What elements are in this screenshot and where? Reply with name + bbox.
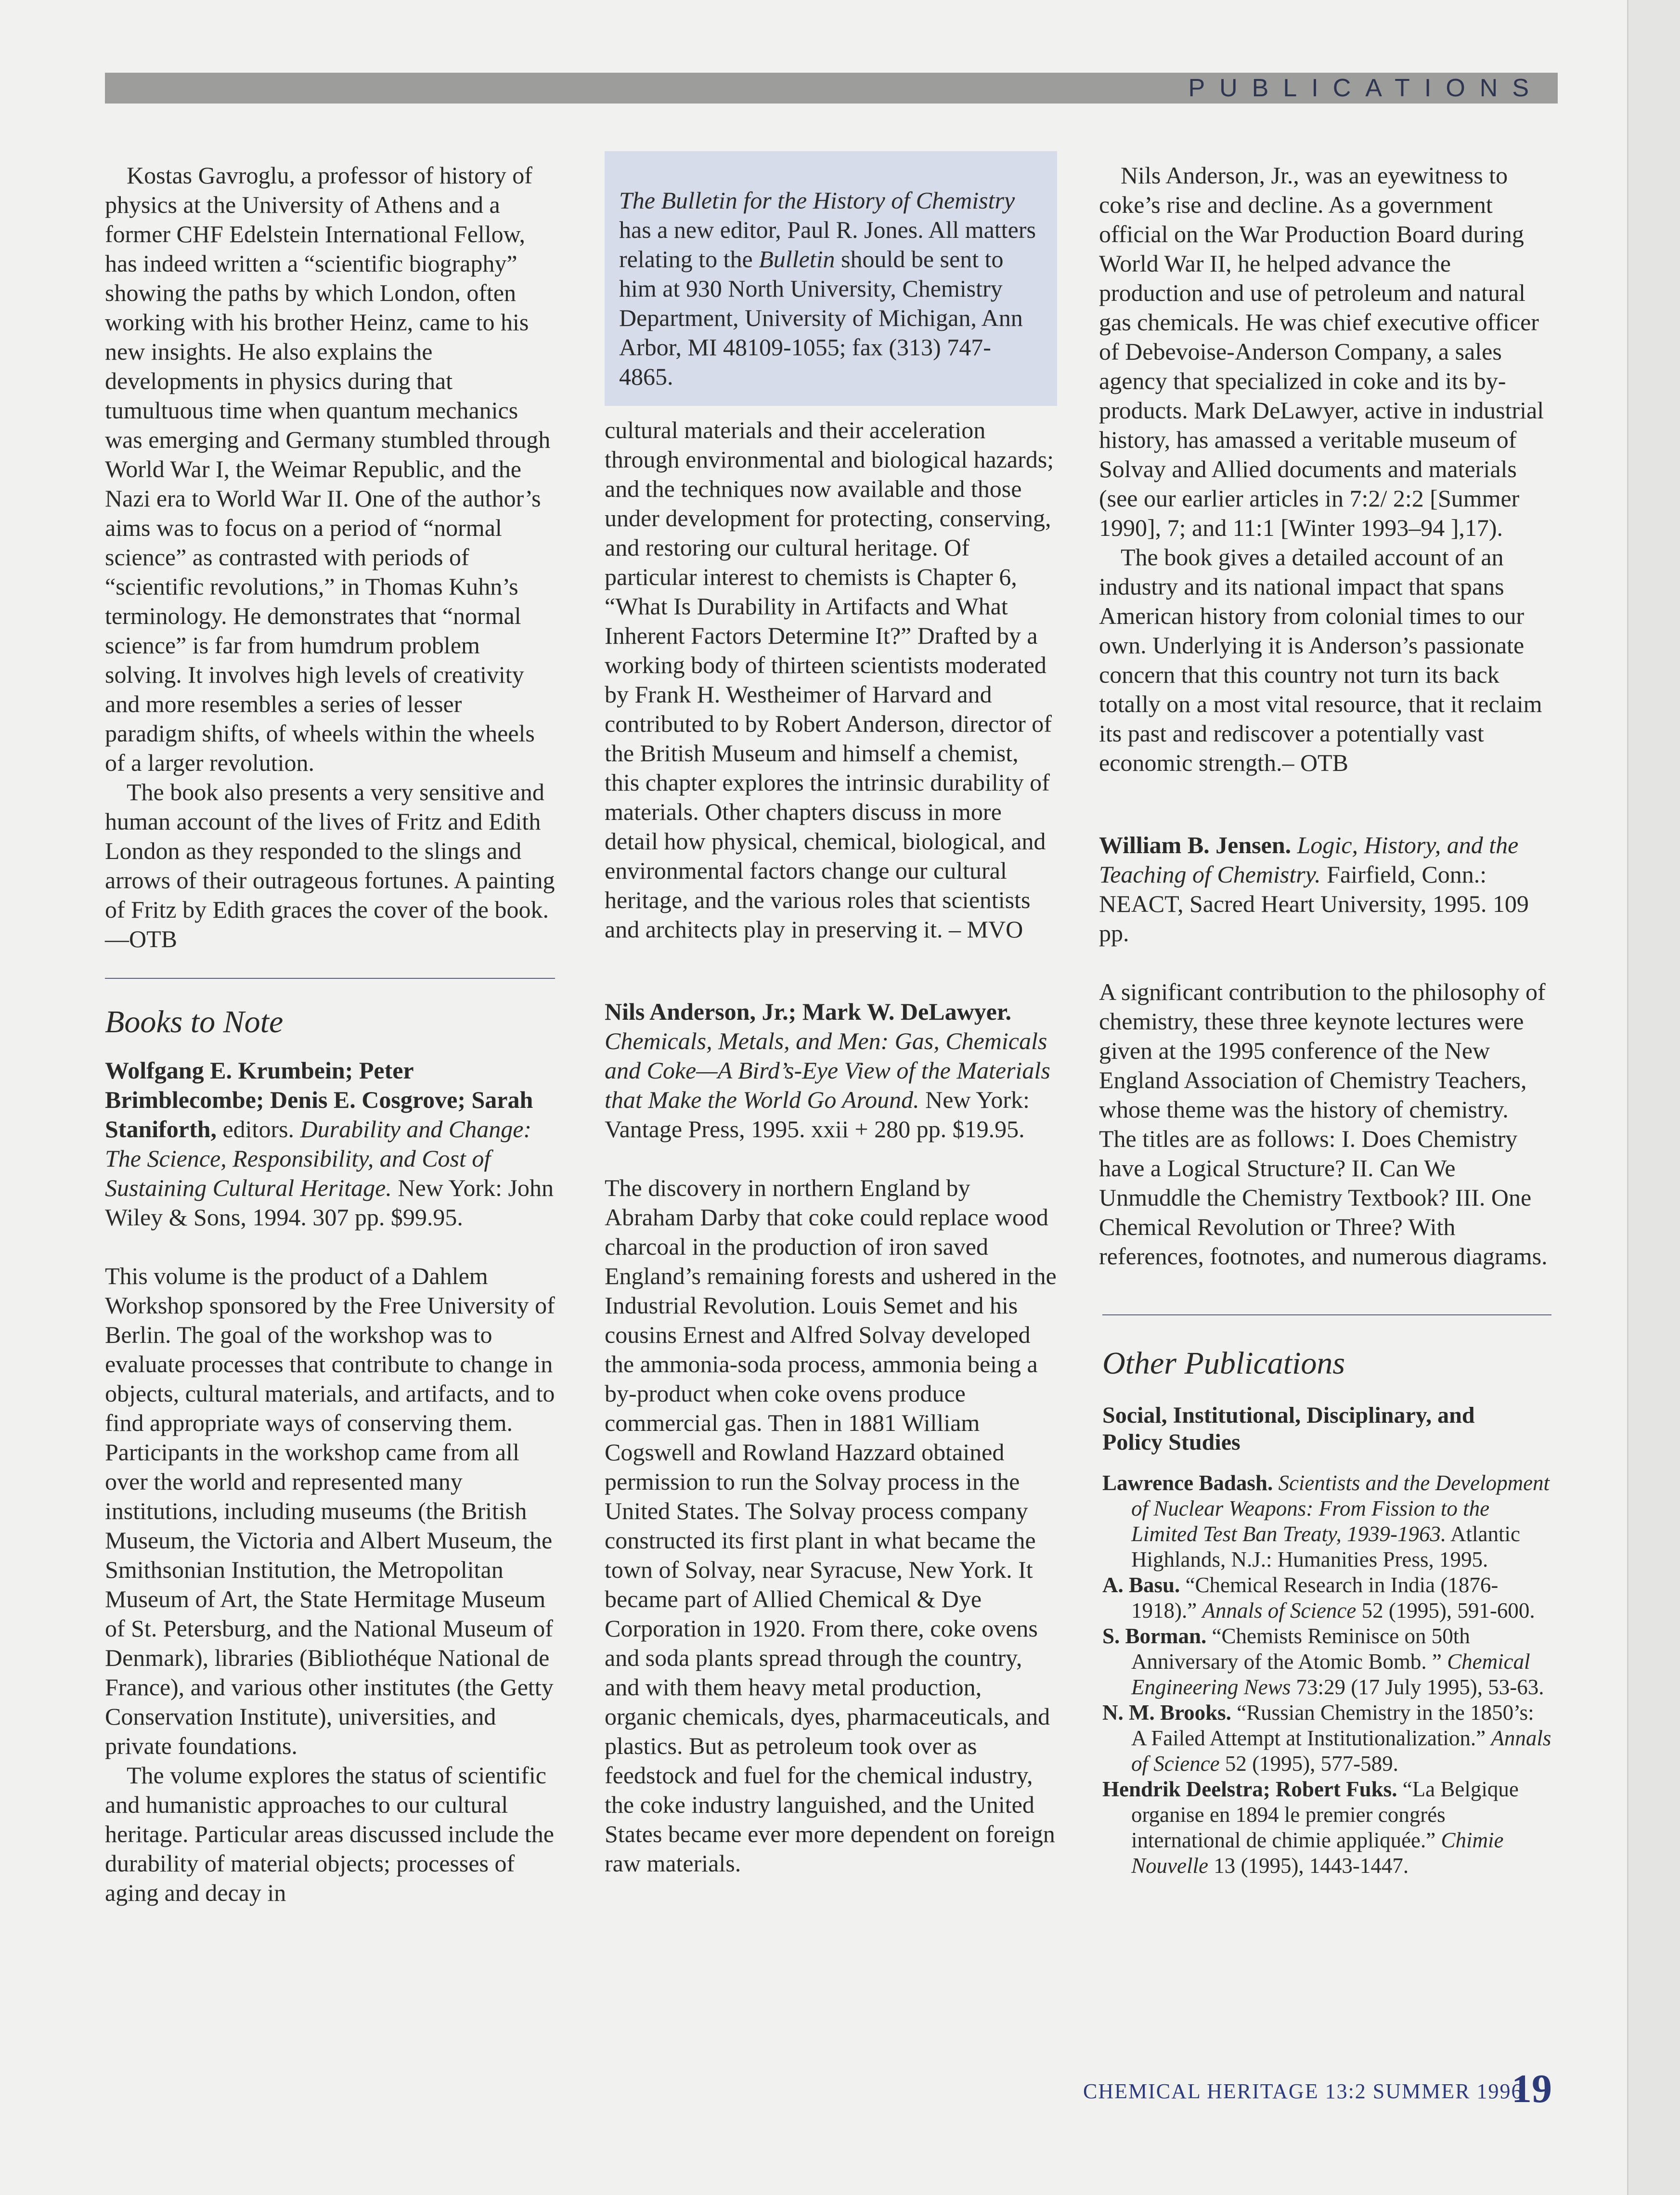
publication-entry (1102, 1572, 1551, 1624)
text-segment: Nils Anderson, Jr., was an eyewitness to coke’s rise and decline. As a government official on the War Production Board during World War II, he helped advance the production and use of petroleum and natural gas chemicals. He was chief executive officer of Debevoise-Anderson Company, a sales agency that specialized in coke and its by-products. Mark DeLawyer, active in industrial history, has amassed a veritable museum of Solvay and Allied documents and materials (see our earlier articles in 7:2/ 2:2 [Summer 1990], 7; and 11:1 [Winter 1993–94 ],17). (1099, 162, 1544, 541)
text-segment: “Russian Chemistry in the 1850’s: A Failed Attempt at Institutionalization.” (1131, 1701, 1534, 1750)
page-number: 19 (1512, 2066, 1552, 2111)
col2-review (605, 1173, 1057, 1878)
text-segment: The book also presents a very sensitive and human account of the lives of Fritz and Edith London as they responded to the slings and arrows of their outrageous fortunes. A painting of Fritz by Edith graces the cover of the book.—OTB (105, 779, 555, 952)
title-text: The Bulletin for the History of Chemistry (619, 187, 1015, 214)
text-segment: Kostas Gavroglu, a professor of history of physics at the University of Athens and a former CHF Edelstein International Fellow, has indeed written a “scientific biography” showing the paths by which London, often working with his brother Heinz, came to his new insights. He also explains the developments in physics during that tumultuous time when quantum mechanics was emerging and Germany stumbled through World War I, the Weimar Republic, and the Nazi era to World War II. One of the author’s aims was to focus on a period of “normal science” as contrasted with periods of “scientific revolutions,” in Thomas Kuhn’s terminology. He demonstrates that “normal science” is far from humdrum problem solving. It involves high levels of creativity and more resembles a series of lesser paradigm shifts, of wheels within the wheels of a larger revolution. (105, 162, 551, 776)
bulletin-notice-text (619, 186, 1043, 391)
publication-list (1102, 1470, 1551, 1879)
col3-continued (1099, 161, 1551, 778)
text-segment: cultural materials and their acceleration through environmental and biological hazards; and the techniques now available and those under development for protecting, conserving, and restoring our cultural heritage. Of particular interest to chemists is Chapter 6, “What Is Durability in Artifacts and What Inherent Factors Determine It?” Drafted by a working body of thirteen scientists moderated by Frank H. Westheimer of Harvard and contributed to by Robert Anderson, director of the British Museum and himself a chemist, this chapter explores the intrinsic durability of materials. Other chapters discuss in more detail how physical, chemical, biological, and environmental factors change our cultural heritage, and the various roles that scientists and architects play in preserving it. – MVO (605, 416, 1054, 943)
column-2 (605, 151, 1057, 1878)
book-entry-krumbein (105, 1056, 555, 1232)
title-text: Logic, History, and the Teaching of Chemistry. (1099, 831, 1519, 888)
book-entry-anderson (605, 997, 1057, 1144)
text-segment: Atlantic Highlands, N.J.: Humanities Press, 1995. (1131, 1522, 1520, 1572)
text-segment: The book gives a detailed account of an industry and its national impact that spans American history from colonial times to our own. Underlying it is Anderson’s passionate concern that this country not turn its back totally on a most vital resource, that it reclaim its past and rediscover a potentially vast economic strength.– OTB (1099, 544, 1542, 776)
section-header-bar (105, 73, 1558, 104)
author-name: A. Basu. (1102, 1573, 1180, 1597)
text-segment: This volume is the product of a Dahlem Workshop sponsored by the Free University of Berlin. The goal of the workshop was to evaluate processes that contribute to change in objects, cultural materials, and artifacts, and to find appropriate ways of conserving them. Participants in the workshop came from all over the world and represented many institutions, including museums (the British Museum, the Victoria and Albert Museum, the Smithsonian Institution, the Metropolitan Museum of Art, the State Hermitage Museum of St. Petersburg, and the National Museum of Denmark), libraries (Bibliothéque National de France), and various other institutes (the Getty Conservation Institute), universities, and private foundations. (105, 1262, 555, 1759)
policy-studies-subheading: Social, Institutional, Disciplinary, and Policy Studies (1102, 1403, 1475, 1455)
text-segment: has a new editor, Paul R. Jones. All matters relating to the (619, 216, 1036, 273)
paragraph (605, 1173, 1057, 1878)
paragraph (605, 416, 1057, 944)
author-name: N. M. Brooks. (1102, 1701, 1231, 1725)
text-segment: 13 (1995), 1443-1447. (1208, 1854, 1409, 1878)
col1-intro (105, 161, 555, 954)
col3-review (1099, 977, 1551, 1271)
text-segment: New York: John Wiley & Sons, 1994. 307 pp. $99.95. (105, 1174, 554, 1231)
title-text: Durability and Change: The Science, Responsibility, and Cost of Sustaining Cultural Heritage. (105, 1116, 532, 1201)
text-segment (1291, 831, 1297, 858)
title-text: Annals of Science (1131, 1726, 1551, 1776)
text-segment: 52 (1995), 577-589. (1219, 1752, 1398, 1776)
paragraph (1099, 543, 1551, 778)
author-name: Hendrik Deelstra; Robert Fuks. (1102, 1777, 1397, 1801)
text-segment (1273, 1471, 1278, 1495)
divider (1102, 1314, 1551, 1315)
section-title: PUBLICATIONS (1188, 74, 1543, 102)
paragraph (1099, 977, 1551, 1271)
journal-footer: CHEMICAL HERITAGE 13:2 SUMMER 1996 (1083, 2079, 1523, 2103)
author-name: William B. Jensen. (1099, 831, 1292, 858)
books-to-note-heading: Books to Note (105, 1004, 284, 1039)
publication-entry (1102, 1777, 1551, 1879)
paragraph (105, 1761, 555, 1908)
text-segment: “Chemical Research in India (1876-1918).” (1131, 1573, 1499, 1623)
col2-continued (605, 416, 1057, 944)
other-publications-heading: Other Publications (1102, 1346, 1345, 1381)
book-entry-jensen (1099, 831, 1551, 948)
text-segment: editors. (216, 1116, 300, 1143)
column-1 (105, 151, 555, 1908)
text-segment: A significant contribution to the philosophy of chemistry, these three keynote lectures were given at the 1995 conference of the New England Association of Chemistry Teachers, whose theme was the history of chemistry. The titles are as follows: I. Does Chemistry have a Logical Structure? II. Can We Unmuddle the Chemistry Textbook? III. One Chemical Revolution or Three? With references, footnotes, and numerous diagrams. (1099, 978, 1548, 1270)
text-segment: 73:29 (17 July 1995), 53-63. (1291, 1675, 1544, 1699)
title-text: Chimie Nouvelle (1131, 1828, 1504, 1878)
column-3 (1099, 151, 1551, 1879)
text-segment: Fairfield, Conn.: NEACT, Sacred Heart University, 1995. 109 pp. (1099, 861, 1529, 947)
text-segment: 52 (1995), 591-600. (1356, 1598, 1535, 1623)
col1-review (105, 1261, 555, 1908)
paragraph (105, 778, 555, 954)
title-text: Annals of Science (1202, 1598, 1357, 1623)
bulletin-notice (605, 151, 1057, 406)
title-text: Bulletin (759, 246, 835, 273)
text-segment: The volume explores the status of scientific and humanistic approaches to our cultural heritage. Particular areas discussed include the durability of material objects; processes of aging and decay in (105, 1762, 554, 1906)
title-text: Chemical Engineering News (1131, 1649, 1530, 1699)
text-segment: “Chemists Reminisce on 50th Anniversary of the Atomic Bomb. ” (1131, 1624, 1470, 1674)
paragraph (105, 1261, 555, 1761)
publication-entry (1102, 1700, 1551, 1777)
publication-entry (1102, 1470, 1551, 1572)
author-name: S. Borman. (1102, 1624, 1207, 1648)
text-segment: should be sent to him at 930 North University, Chemistry Department, University of Michigan, Ann Arbor, MI 48109-1055; fax (313) 747-4865. (619, 246, 1023, 390)
text-segment: “La Belgique organise en 1894 le premier congrés international de chimie appliquée.” (1131, 1777, 1519, 1852)
text-segment: New York: Vantage Press, 1995. xxii + 280 pp. $19.95. (605, 1086, 1030, 1143)
text-segment: The discovery in northern England by Abraham Darby that coke could replace wood charcoal in the production of iron saved England’s remaining forests and ushered in the Industrial Revolution. Louis Semet and his cousins Ernest and Alfred Solvay developed the ammonia-soda process, ammonia being a by-product when coke ovens produce commercial gas. Then in 1881 William Cogswell and Rowland Hazzard obtained permission to run the Solvay process in the United States. The Solvay process company constructed its first plant in what became the town of Solvay, near Syracuse, New York. It became part of Allied Chemical & Dye Corporation in 1920. From there, coke ovens and soda plants spread through the country, and with them heavy metal production, organic chemicals, dyes, pharmaceuticals, and plastics. But as petroleum took over as feedstock and fuel for the chemical industry, the coke industry languished, and the United States became ever more dependent on foreign raw materials. (605, 1174, 1057, 1877)
divider (105, 978, 555, 979)
title-text: Scientists and the Development of Nuclear Weapons: From Fission to the Limited Test Ban Treaty, 1939-1963. (1131, 1471, 1550, 1546)
page-edge (1627, 0, 1680, 2195)
author-name: Lawrence Badash. (1102, 1471, 1273, 1495)
publication-entry (1102, 1624, 1551, 1700)
paragraph (105, 161, 555, 778)
paragraph (1099, 161, 1551, 543)
author-name: Nils Anderson, Jr.; Mark W. DeLawyer. (605, 998, 1011, 1025)
author-name: Wolfgang E. Krumbein; Peter Brimblecombe; Denis E. Cosgrove; Sarah Staniforth, (105, 1057, 533, 1143)
title-text: Chemicals, Metals, and Men: Gas, Chemicals and Coke—A Bird’s-Eye View of the Materials that Make the World Go Around. (605, 1027, 1050, 1113)
